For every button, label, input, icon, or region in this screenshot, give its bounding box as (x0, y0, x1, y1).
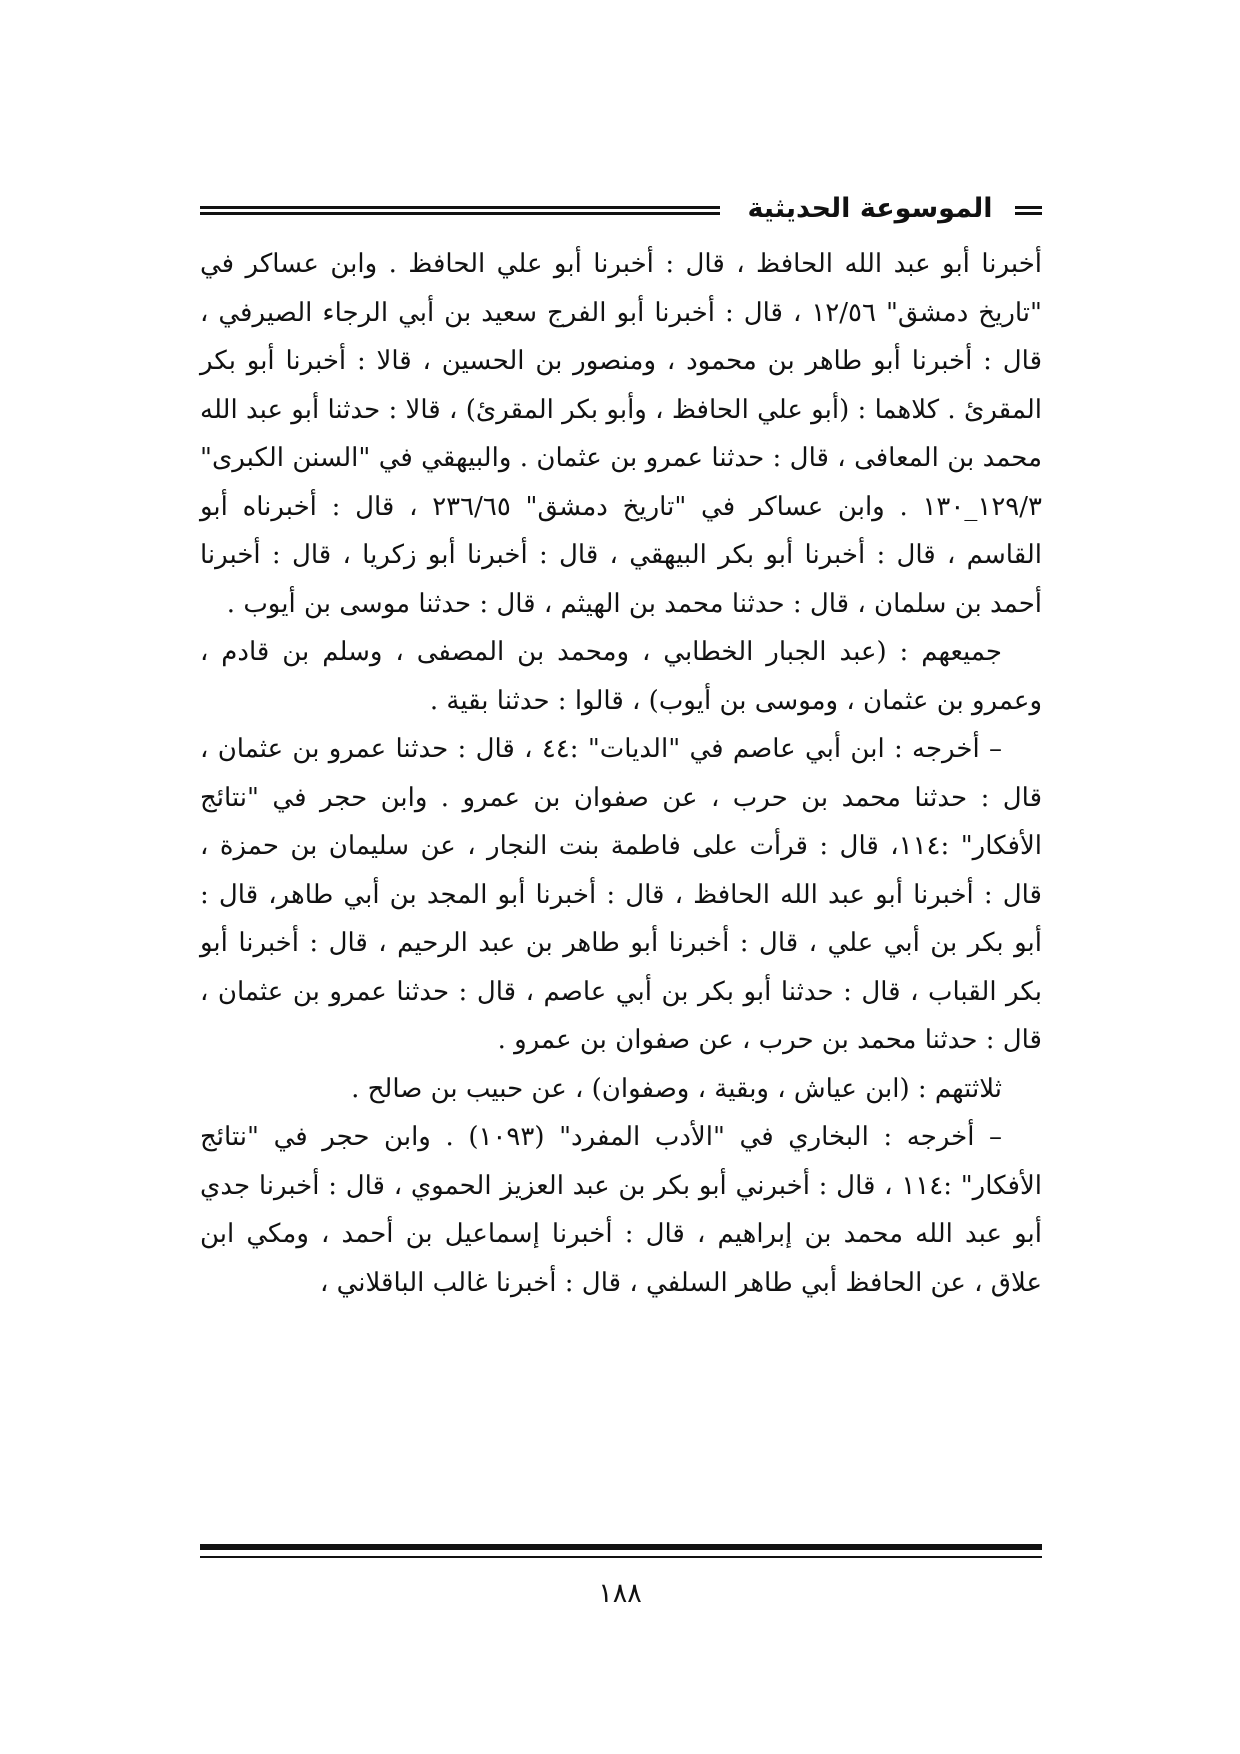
running-header (200, 192, 1042, 226)
page-number: ١٨٨ (598, 1578, 642, 1609)
footer-rule (200, 1544, 1042, 1550)
paragraph: جميعهم : (عبد الجبار الخطابي ، ومحمد بن المصفى ، وسلم بن قادم ، وعمرو بن عثمان ، وموسى بن أيوب) ، قالوا : حدثنا بقية . (200, 637, 1042, 716)
paragraph: ثلاثتهم : (ابن عياش ، وبقية ، وصفوان) ، عن حبيب بن صالح . (351, 1073, 1002, 1104)
header-rule (200, 206, 720, 209)
paragraph: – أخرجه : البخاري في "الأدب المفرد" (١٠٩٣) . وابن حجر في "نتائج الأفكار" :١١٤ ، قال : أخبرني أبو بكر بن عبد العزيز الحموي ، قال : أخبرنا جدي أبو عبد الله محمد بن إبراهيم ، قال : أخبرنا إسماعيل بن أحمد ، ومكي ابن علاق ، عن الحافظ أبي طاهر السلفي ، قال : أخبرنا غالب الباقلاني ، (200, 1122, 1042, 1298)
header-rule (200, 212, 720, 215)
header-rule (1015, 212, 1042, 215)
page-body (200, 240, 1042, 1307)
footer-rule (200, 1556, 1042, 1558)
header-title: الموسوعة الحديثية (747, 193, 993, 224)
paragraph: – أخرجه : ابن أبي عاصم في "الديات" :٤٤ ، قال : حدثنا عمرو بن عثمان ، قال : حدثنا محمد بن حرب ، عن صفوان بن عمرو . وابن حجر في "نتائج الأفكار" :١١٤، قال : قرأت على فاطمة بنت النجار ، عن سليمان بن حمزة ، قال : أخبرنا أبو عبد الله الحافظ ، قال : أخبرنا أبو المجد بن أبي طاهر، قال : أبو بكر بن أبي علي ، قال : أخبرنا أبو طاهر بن عبد الرحيم ، قال : أخبرنا أبو بكر القباب ، قال : حدثنا أبو بكر بن أبي عاصم ، قال : حدثنا عمرو بن عثمان ، قال : حدثنا محمد بن حرب ، عن صفوان بن عمرو . (200, 734, 1042, 1055)
paragraph: أخبرنا أبو عبد الله الحافظ ، قال : أخبرنا أبو علي الحافظ . وابن عساكر في "تاريخ دمشق" ١٢/٥٦ ، قال : أخبرنا أبو الفرج سعيد بن أبي الرجاء الصيرفي ، قال : أخبرنا أبو طاهر بن محمود ، ومنصور بن الحسين ، قالا : أخبرنا أبو بكر المقرئ . كلاهما : (أبو علي الحافظ ، وأبو بكر المقرئ) ، قالا : حدثنا أبو عبد الله محمد بن المعافى ، قال : حدثنا عمرو بن عثمان . والبيهقي في "السنن الكبرى" ١٢٩/٣_١٣٠ . وابن عساكر في "تاريخ دمشق" ٢٣٦/٦٥ ، قال : أخبرناه أبو القاسم ، قال : أخبرنا أبو بكر البيهقي ، قال : أخبرنا أبو زكريا ، قال : أخبرنا أحمد بن سلمان ، قال : حدثنا محمد بن الهيثم ، قال : حدثنا موسى بن أيوب . (200, 249, 1042, 619)
header-rule (1015, 206, 1042, 209)
